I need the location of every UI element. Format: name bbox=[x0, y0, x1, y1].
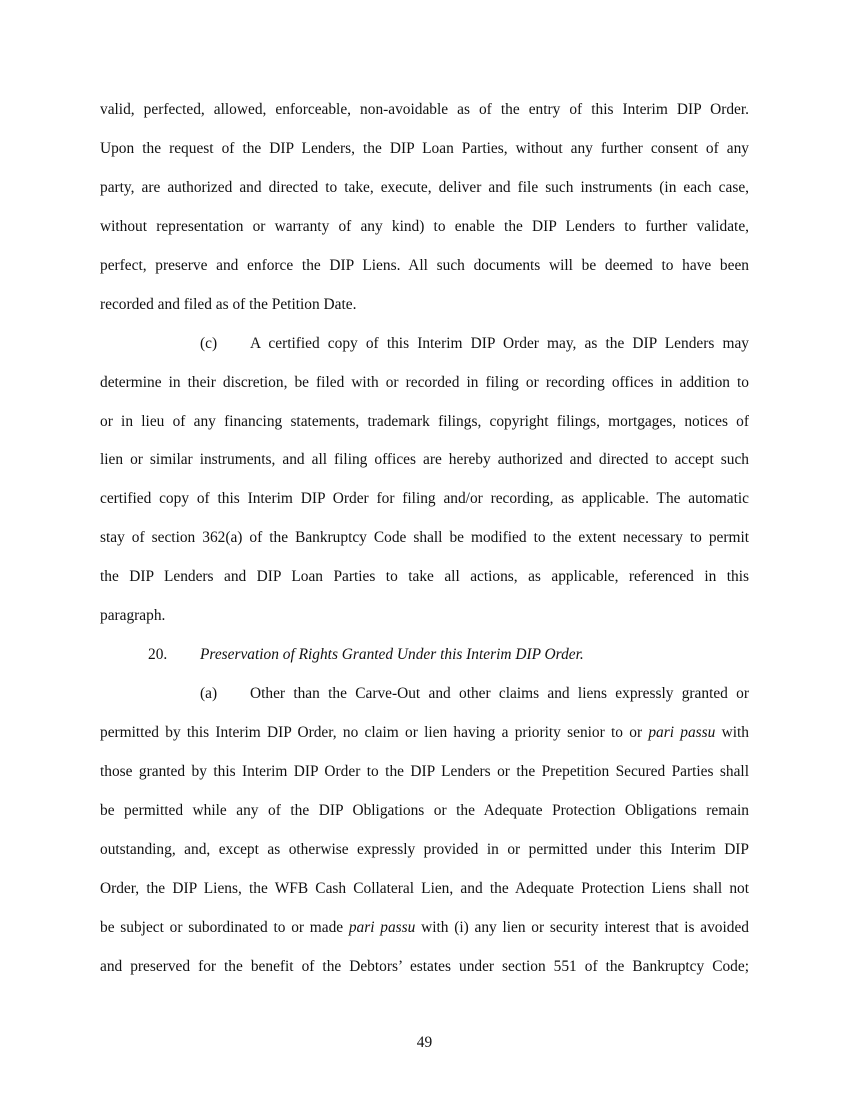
paragraph-a-first-line bbox=[100, 675, 749, 714]
text-line: or in lieu of any financing statements, trademark filings, copyright filings, mortgages, notices of bbox=[100, 412, 749, 430]
text-line: be permitted while any of the DIP Obligations or the Adequate Protection Obligations remain bbox=[100, 801, 749, 819]
paragraph-c-first-line bbox=[100, 325, 749, 364]
text-line: party, are authorized and directed to take, execute, deliver and file such instruments (in each case, bbox=[100, 178, 749, 196]
text-segment: permitted by this Interim DIP Order, no claim or lien having a priority senior to or bbox=[100, 724, 649, 741]
paragraph-label: (c) bbox=[200, 334, 218, 352]
text-line: determine in their discretion, be filed with or recorded in filing or recording offices in addition to bbox=[100, 373, 749, 391]
text-line: valid, perfected, allowed, enforceable, non-avoidable as of the entry of this Interim DIP Order. bbox=[100, 101, 749, 118]
text-line: Other than the Carve-Out and other claims and liens expressly granted or bbox=[250, 685, 749, 703]
text-line: outstanding, and, except as otherwise expressly provided in or permitted under this Interim DIP bbox=[100, 840, 749, 858]
text-line: those granted by this Interim DIP Order to the DIP Lenders or the Prepetition Secured Parties shall bbox=[100, 762, 749, 780]
section-heading bbox=[100, 636, 749, 675]
text-line: Upon the request of the DIP Lenders, the DIP Loan Parties, without any further consent of any bbox=[100, 139, 749, 157]
text-segment: be subject or subordinated to or made bbox=[100, 918, 349, 936]
section-number: 20. bbox=[148, 646, 168, 664]
text-line: certified copy of this Interim DIP Order for filing and/or recording, as applicable. The automatic bbox=[100, 490, 749, 508]
paragraph-label: (a) bbox=[200, 685, 218, 703]
text-line: Order, the DIP Liens, the WFB Cash Collateral Lien, and the Adequate Protection Liens shall not bbox=[100, 879, 749, 897]
text-line: A certified copy of this Interim DIP Order may, as the DIP Lenders may bbox=[250, 334, 749, 352]
page-number: 49 bbox=[416, 1034, 433, 1051]
text-line bbox=[100, 909, 749, 948]
document-page bbox=[100, 91, 749, 987]
text-line: paragraph. bbox=[100, 607, 166, 625]
text-line bbox=[100, 714, 749, 753]
text-line: lien or similar instruments, and all filing offices are hereby authorized and directed to accept such bbox=[100, 451, 749, 469]
text-segment: with bbox=[715, 724, 749, 741]
italic-term: pari passu bbox=[648, 724, 716, 741]
text-line: recorded and filed as of the Petition Date. bbox=[100, 295, 357, 313]
text-line: stay of section 362(a) of the Bankruptcy Code shall be modified to the extent necessary to permit bbox=[100, 529, 749, 547]
italic-term: pari passu bbox=[348, 918, 416, 936]
text-line: without representation or warranty of any kind) to enable the DIP Lenders to further validate, bbox=[100, 217, 749, 235]
text-segment: with (i) any lien or security interest that is avoided bbox=[415, 918, 749, 936]
text-line: and preserved for the benefit of the Debtors’ estates under section 551 of the Bankruptcy Code; bbox=[100, 957, 749, 975]
text-line: the DIP Lenders and DIP Loan Parties to take all actions, as applicable, referenced in this bbox=[100, 568, 749, 586]
text-line: perfect, preserve and enforce the DIP Liens. All such documents will be deemed to have been bbox=[100, 256, 749, 274]
section-title: Preservation of Rights Granted Under this Interim DIP Order. bbox=[200, 646, 584, 664]
